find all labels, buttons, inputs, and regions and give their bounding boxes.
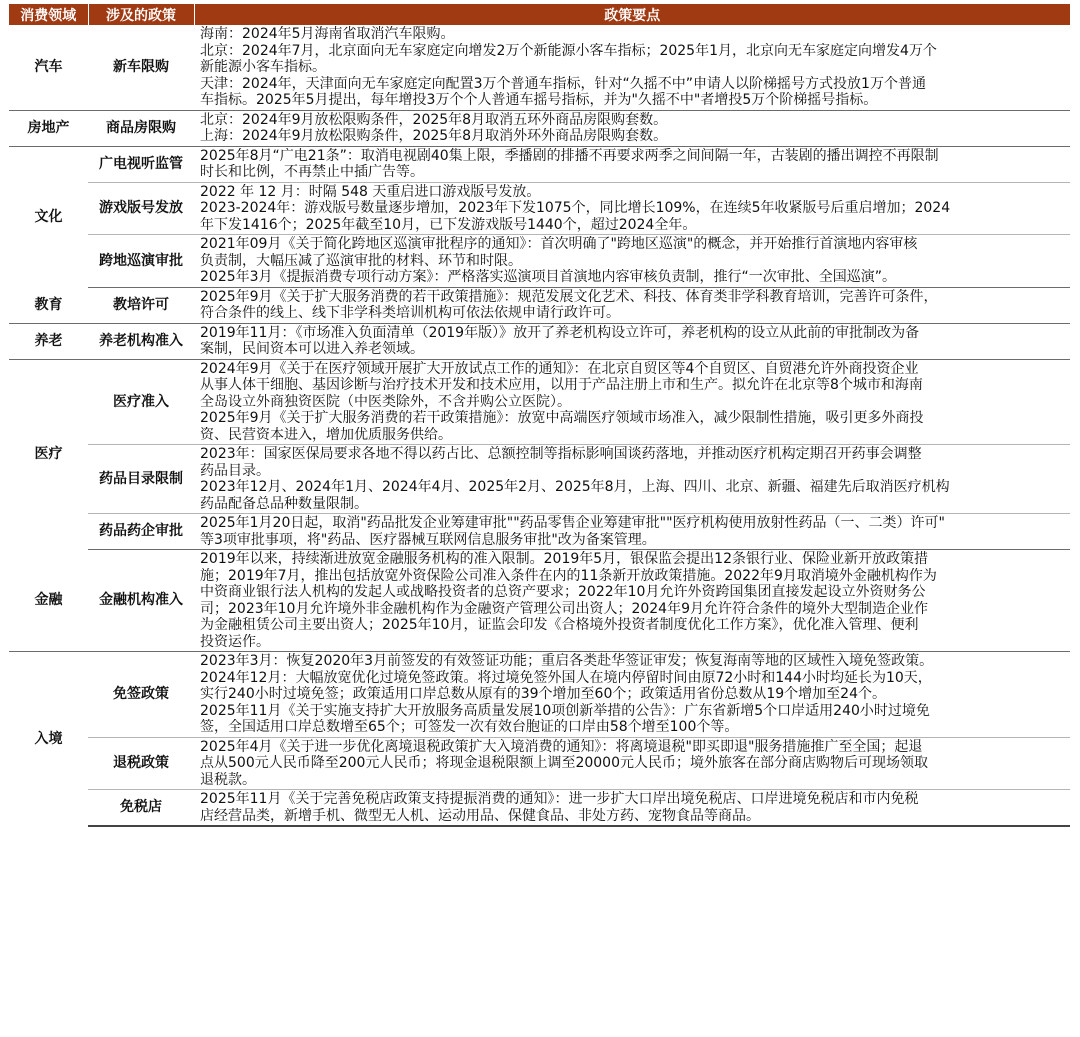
policy-text-line: 2023年12月、2024年1月、2024年4月、2025年2月、2025年8月，上海、四川、北京、新疆、福建先后取消医疗机构 xyxy=(200,479,950,495)
table-row xyxy=(9,359,1070,445)
policy-text-line: 2025年11月《关于实施支持扩大开放服务高质量发展10项创新举措的公告》：广东省新增5个口岸适用240小时过境免 xyxy=(200,702,930,719)
policy-cell: 游戏版号发放 xyxy=(88,182,194,235)
policy-text-line: 2023-2024年：游戏版号数量逐步增加，2023年下发1075个，同比增长109%，在连续5年收紧版号后重启增加；2024 xyxy=(200,200,951,216)
policy-points-cell xyxy=(194,146,1070,182)
policy-cell: 医疗准入 xyxy=(88,359,194,445)
category-cell: 医疗 xyxy=(34,446,63,463)
policy-text-line: 北京：2024年7月，北京面向无车家庭定向增发2万个新能源小客车指标；2025年1月，北京向无车家庭定向增发4万个 xyxy=(200,42,937,59)
category-cell: 房地产 xyxy=(9,110,88,146)
policy-text-line: 2019年11月：《市场准入负面清单（2019年版）》放开了养老机构设立许可，养老机构的设立从此前的审批制改为备 xyxy=(200,324,920,341)
policy-text-line: 点从500元人民币降至200元人民币；将现金退税限额上调至20000元人民币；境外旅客在部分商店购物后可现场领取 xyxy=(200,755,928,771)
policy-text-line: 全岛设立外商独资医院（中医类除外，不含并购公立医院）。 xyxy=(200,393,571,410)
table-row xyxy=(9,235,1070,288)
policy-points-cell xyxy=(194,323,1070,359)
policy-points-cell xyxy=(194,550,1070,652)
policy-text-line: 司；2023年10月允许境外非金融机构作为金融资产管理公司出资人；2024年9月允许符合条件的境外大型制造企业作 xyxy=(200,600,928,617)
category-cell: 养老 xyxy=(9,323,88,359)
policy-text-line: 2025年8月“广电21条”：取消电视剧40集上限，季播剧的排播不再要求两季之间间隔一年，古装剧的播出调控不再限制 xyxy=(200,147,939,164)
policy-text-line: 2021年09月《关于简化跨地区巡演审批程序的通知》：首次明确了"跨地区巡演"的概念，并开始推行首演地内容审核 xyxy=(200,236,918,252)
table-row xyxy=(9,737,1070,790)
policy-cell: 养老机构准入 xyxy=(88,323,194,359)
category-cell: 金融 xyxy=(9,550,88,652)
policy-text-line: 案制，民间资本可以进入养老领域。 xyxy=(200,341,424,357)
policy-text-line: 投资运作。 xyxy=(200,633,270,650)
header-category: 消费领域 xyxy=(9,4,88,25)
policy-points-cell xyxy=(194,182,1070,235)
policy-text-line: 2025年3月《提振消费专项行动方案》：严格落实巡演项目首演地内容审核负责制，推行“一次审批、全国巡演”。 xyxy=(200,269,897,285)
policy-text-line: 2019年以来，持续渐进放宽金融服务机构的准入限制。2019年5月，银保监会提出12条银行业、保险业新开放政策措 xyxy=(200,551,928,567)
policy-text-line: 2025年9月《关于扩大服务消费的若干政策措施》：规范发展文化艺术、科技、体育类非学科教育培训，完善许可条件， xyxy=(200,288,938,305)
policy-text-line: 2023年：国家医保局要求各地不得以药占比、总额控制等指标影响国谈药落地，并推动医疗机构定期召开药事会调整 xyxy=(200,446,922,462)
table-row xyxy=(9,287,1070,323)
table-row xyxy=(9,445,1070,514)
policy-text-line: 从事人体干细胞、基因诊断与治疗技术开发和技术应用，以用于产品注册上市和生产。拟允许在北京等8个城市和海南 xyxy=(200,377,923,393)
policy-points-cell xyxy=(194,737,1070,790)
policy-text-line: 上海：2024年9月放松限购条件，2025年8月取消外环外商品房限购套数。 xyxy=(200,128,668,144)
policy-text-line: 2025年4月《关于进一步优化离境退税政策扩大入境消费的通知》：将离境退税"即买即退"服务措施推广至全国；起退 xyxy=(200,738,923,755)
policy-cell: 药品目录限制 xyxy=(88,445,194,514)
policy-table xyxy=(9,4,1070,827)
header-row xyxy=(9,4,1070,25)
header-points: 政策要点 xyxy=(194,4,1070,25)
policy-text-line: 实行240小时过境免签；政策适用口岸总数从原有的39个增加至60个；政策适用省份总数从19个增加至24个。 xyxy=(200,686,886,702)
header-policy: 涉及的政策 xyxy=(88,4,194,25)
policy-text-line: 2022 年 12 月：时隔 548 天重启进口游戏版号发放。 xyxy=(200,183,541,200)
policy-text-line: 2025年11月《关于完善免税店政策支持提振消费的通知》：进一步扩大口岸出境免税店、口岸进境免税店和市内免税 xyxy=(200,791,919,807)
policy-cell: 免签政策 xyxy=(88,652,194,738)
policy-cell: 商品房限购 xyxy=(88,110,194,146)
policy-points-cell xyxy=(194,652,1070,738)
table-row xyxy=(9,110,1070,146)
policy-cell: 广电视听监管 xyxy=(88,146,194,182)
category-cell: 教育 xyxy=(9,287,88,323)
policy-text-line: 车指标。2025年5月提出，每年增投3万个个人普通车摇号指标，并为"久摇不中"者增投5万个阶梯摇号指标。 xyxy=(200,92,878,108)
policy-points-cell xyxy=(194,514,1070,550)
policy-text-line: 2024年9月《关于在医疗领域开展扩大开放试点工作的通知》：在北京自贸区等4个自贸区、自贸港允许外商投资企业 xyxy=(200,360,919,377)
policy-text-line: 新能源小客车指标。 xyxy=(200,59,326,75)
policy-text-line: 海南：2024年5月海南省取消汽车限购。 xyxy=(200,26,455,42)
policy-points-cell xyxy=(194,110,1070,146)
table-row xyxy=(9,182,1070,235)
policy-text-line: 2025年1月20日起，取消"药品批发企业筹建审批""药品零售企业筹建审批""医疗机构使用放射性药品（一、二类）许可" xyxy=(200,515,945,531)
policy-text-line: 中资商业银行法人机构的发起人或战略投资者的总资产要求；2022年10月允许外资跨国集团直接发起设立外资财务公 xyxy=(200,584,926,600)
policy-text-line: 施；2019年7月，推出包括放宽外资保险公司准入条件在内的11条新开放政策措施。2022年9月取消境外金融机构作为 xyxy=(200,567,937,584)
policy-text-line: 为金融租赁公司主要出资人；2025年10月，证监会印发《合格境外投资者制度优化工作方案》，优化准入管理、便利 xyxy=(200,617,919,633)
policy-text-line: 店经营品类，新增手机、微型无人机、运动用品、保健食品、非处方药、宠物食品等商品。 xyxy=(200,807,760,824)
table-row xyxy=(9,514,1070,550)
policy-points-cell xyxy=(194,445,1070,514)
policy-text-line: 2024年12月：大幅放宽优化过境免签政策。将过境免签外国人在境内停留时间由原72小时和144小时均延长为10天， xyxy=(200,669,932,686)
policy-text-line: 资、民营资本进入，增加优质服务供给。 xyxy=(200,426,452,443)
policy-text-line: 符合条件的线上、线下非学科类培训机构可依法依规申请行政许可。 xyxy=(200,305,620,321)
policy-text-line: 药品目录。 xyxy=(200,462,270,479)
policy-points-cell xyxy=(194,287,1070,323)
policy-cell: 退税政策 xyxy=(88,737,194,790)
category-cell: 汽车 xyxy=(9,25,88,110)
table-row xyxy=(9,146,1070,182)
policy-cell: 金融机构准入 xyxy=(88,550,194,652)
policy-text-line: 年下发1416个；2025年截至10月，已下发游戏版号1440个，超过2024全年。 xyxy=(200,216,697,233)
category-cell: 入境 xyxy=(34,730,63,747)
policy-text-line: 等3项审批事项，将"药品、医疗器械互联网信息服务审批"改为备案管理。 xyxy=(200,531,656,548)
category-cell: 文化 xyxy=(34,208,63,225)
policy-text-line: 负责制，大幅压减了巡演审批的材料、环节和时限。 xyxy=(200,252,522,269)
table-row xyxy=(9,550,1070,652)
policy-text-line: 北京：2024年9月放松限购条件，2025年8月取消五环外商品房限购套数。 xyxy=(200,111,668,128)
policy-cell: 药品药企审批 xyxy=(88,514,194,550)
policy-points-cell xyxy=(194,359,1070,445)
policy-text-line: 退税款。 xyxy=(200,771,256,788)
table-row xyxy=(9,323,1070,359)
policy-text-line: 2025年9月《关于扩大服务消费的若干政策措施》：放宽中高端医疗领域市场准入，减少限制性措施，吸引更多外商投 xyxy=(200,410,924,426)
policy-cell: 教培许可 xyxy=(88,287,194,323)
table-row xyxy=(9,25,1070,110)
policy-text-line: 天津：2024年，天津面向无车家庭定向配置3万个普通车指标，针对“久摇不中”申请人以阶梯摇号方式投放1万个普通 xyxy=(200,75,926,92)
policy-text-line: 时长和比例，不再禁止中插广告等。 xyxy=(200,164,424,180)
policy-points-cell xyxy=(194,25,1070,110)
policy-text-line: 药品配备总品种数量限制。 xyxy=(200,495,368,512)
policy-text-line: 签，全国适用口岸总数增至65个；可签发一次有效台胞证的口岸由58个增至100个等。 xyxy=(200,719,739,735)
policy-points-cell xyxy=(194,235,1070,288)
table-row xyxy=(9,652,1070,738)
policy-cell: 新车限购 xyxy=(88,25,194,110)
policy-cell: 免税店 xyxy=(88,790,194,827)
policy-points-cell xyxy=(194,790,1070,827)
table-row xyxy=(9,790,1070,827)
table-body xyxy=(9,25,1070,826)
policy-cell: 跨地巡演审批 xyxy=(88,235,194,288)
policy-text-line: 2023年3月：恢复2020年3月前签发的有效签证功能；重启各类赴华签证审发；恢复海南等地的区域性入境免签政策。 xyxy=(200,653,934,669)
